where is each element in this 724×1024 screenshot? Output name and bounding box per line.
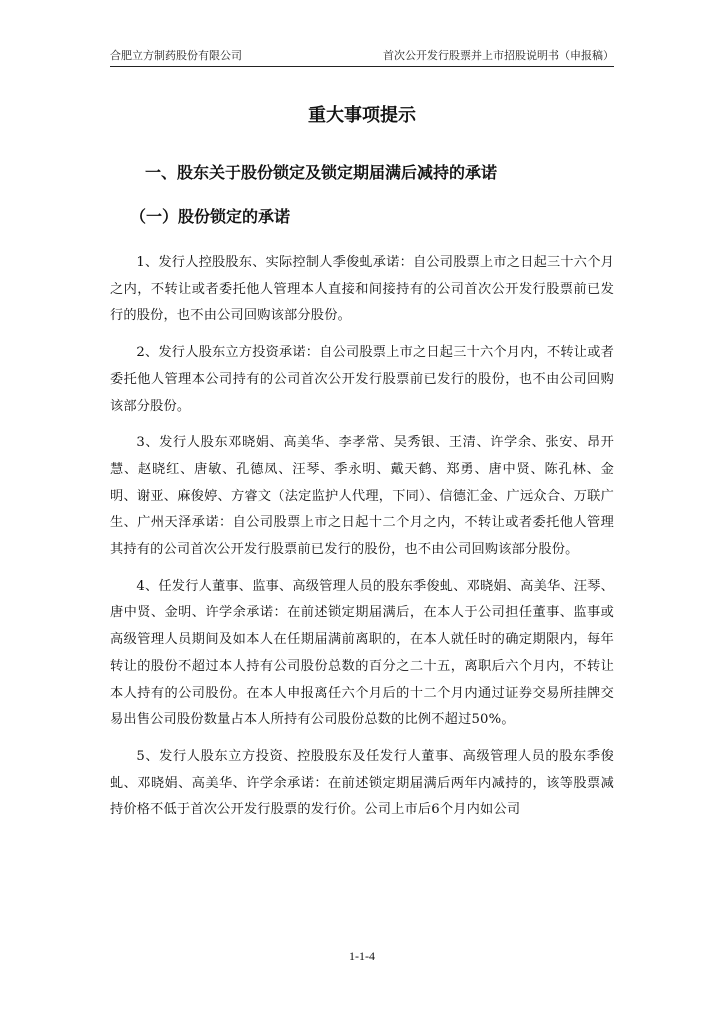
running-header (110, 49, 614, 63)
header-document-title: 首次公开发行股票并上市招股说明书（申报稿） (383, 49, 614, 62)
page-title: 重大事项提示 (308, 105, 416, 126)
paragraph-4: 4、任发行人董事、监事、高级管理人员的股东季俊虬、邓晓娟、高美华、汪琴、唐中贤、金明、许学余承诺：在前述锁定期届满后，在本人于公司担任董事、监事或高级管理人员期间及如本人在任期届满前离职的，在本人就任时的确定期限内，每年转让的股份不超过本人持有公司股份总数的百分之二十五，离职后六个月内，不转让本人持有的公司股份。在本人申报离任六个月后的十二个月内通过证券交易所挂牌交易出售公司股份数量占本人所持有公司股份总数的比例不超过50%。 (110, 578, 614, 728)
document-body (110, 250, 614, 834)
paragraph-2: 2、发行人股东立方投资承诺：自公司股票上市之日起三十六个月内，不转让或者委托他人管理本公司持有的公司首次公开发行股票前已发行的股份，也不由公司回购该部分股份。 (110, 345, 614, 414)
page-number: 1-1-4 (349, 949, 375, 963)
subsection-heading: （一）股份锁定的承诺 (130, 207, 291, 226)
paragraph-3: 3、发行人股东邓晓娟、高美华、李孝常、吴秀银、王清、许学余、张安、昂开慧、赵晓红、唐敏、孔德凤、汪琴、季永明、戴天鹤、郑勇、唐中贤、陈孔林、金明、谢亚、麻俊婷、方睿文（法定监护人代理，下同）、信德汇金、广远众合、万联广生、广州天泽承诺：自公司股票上市之日起十二个月之内，不转让或者委托他人管理其持有的公司首次公开发行股票前已发行的股份，也不由公司回购该部分股份。 (110, 435, 614, 558)
paragraph-5: 5、发行人股东立方投资、控股股东及任发行人董事、高级管理人员的股东季俊虬、邓晓娟、高美华、许学余承诺：在前述锁定期届满后两年内减持的，该等股票减持价格不低于首次公开发行股票的发行价。公司上市后6个月内如公司 (110, 748, 614, 818)
header-divider (110, 66, 614, 67)
header-company-name: 合肥立方制药股份有限公司 (110, 49, 242, 62)
paragraph-1: 1、发行人控股股东、实际控制人季俊虬承诺：自公司股票上市之日起三十六个月之内，不转让或者委托他人管理本人直接和间接持有的公司首次公开发行股票前已发行的股份，也不由公司回购该部分股份。 (110, 255, 614, 324)
section-heading: 一、股东关于股份锁定及锁定期届满后减持的承诺 (145, 163, 498, 182)
